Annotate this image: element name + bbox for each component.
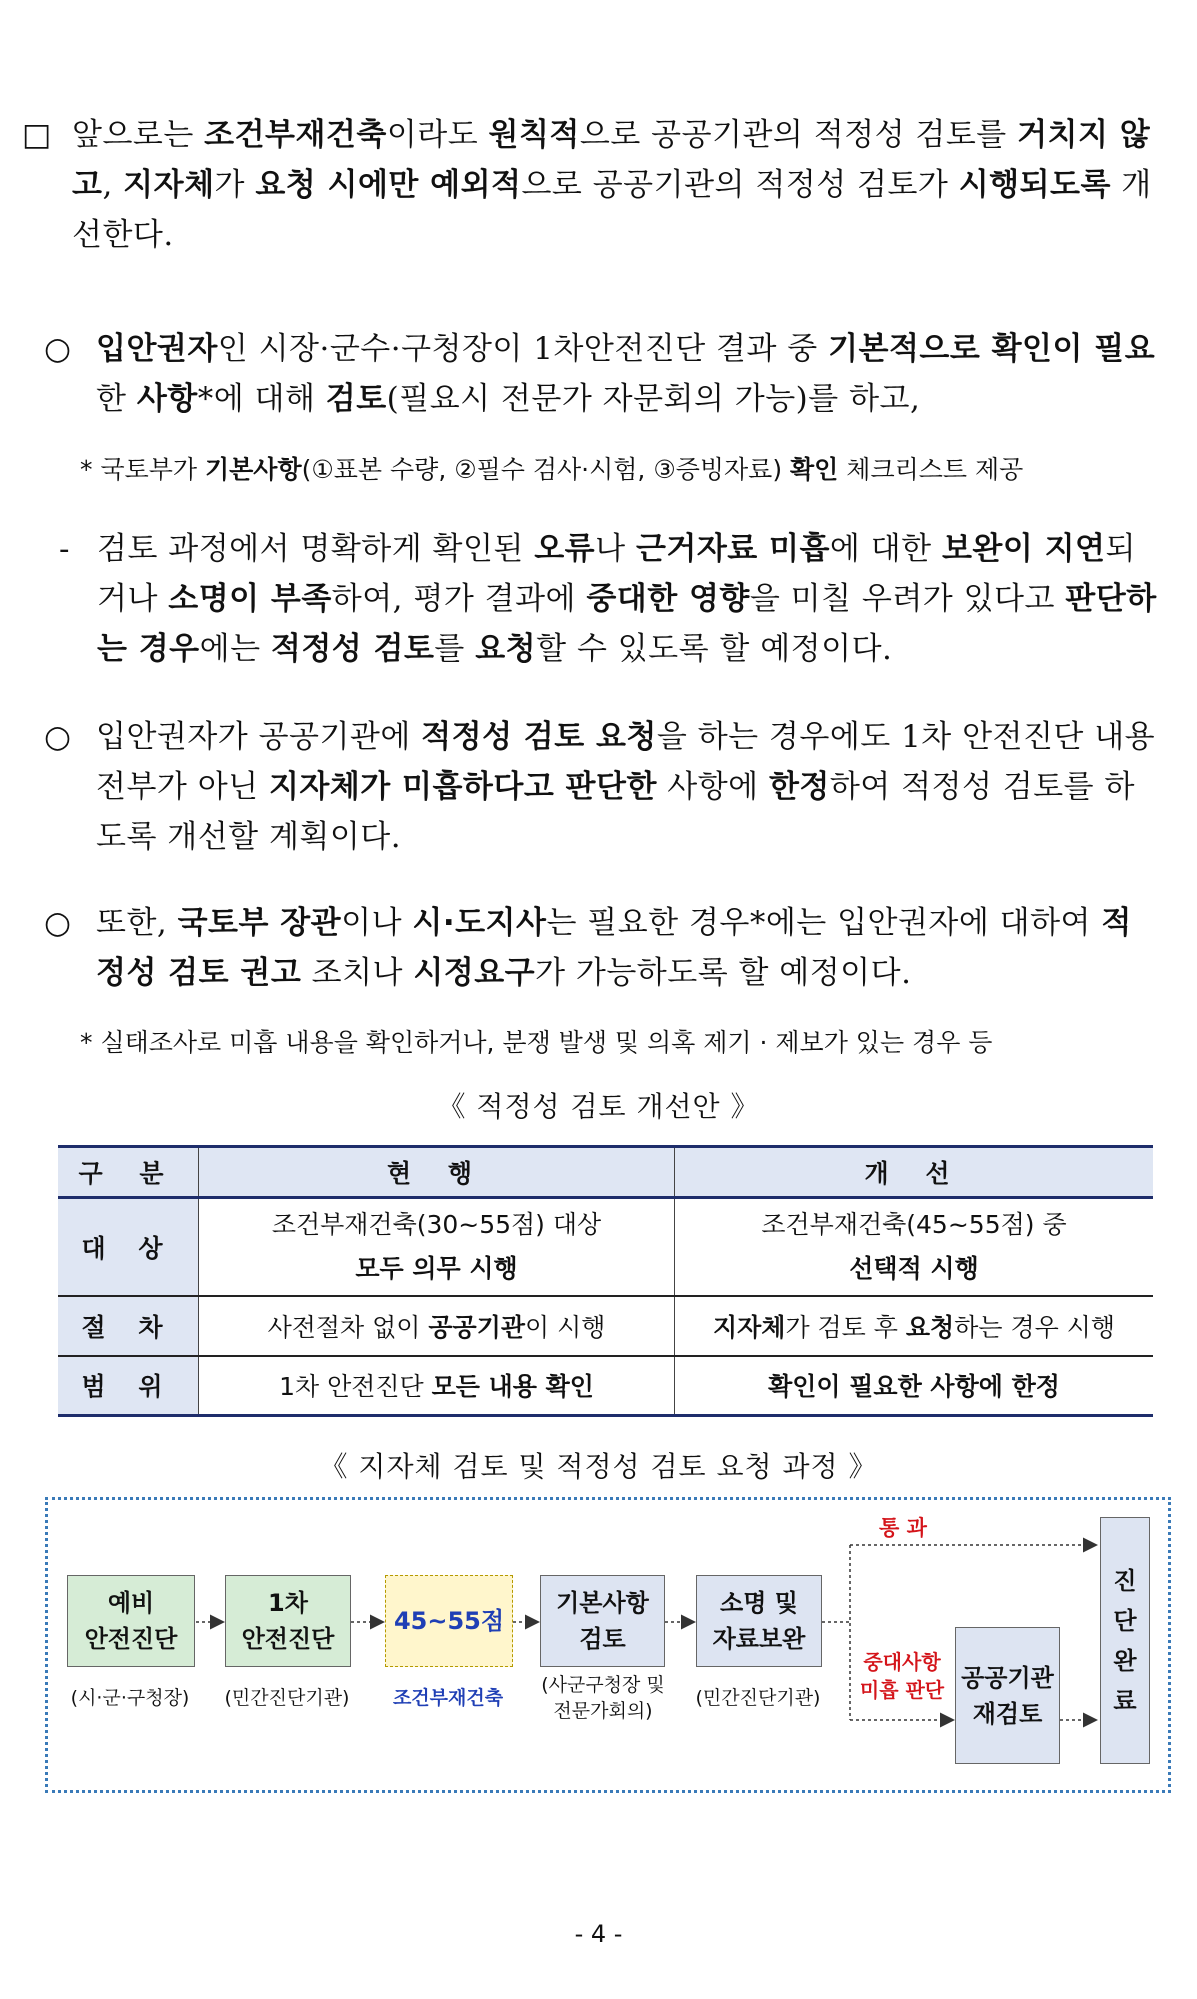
emphasis-text: 거치지 않고: [72, 117, 1151, 203]
text-run: 하여 적정성 검토를 하도록 개선할 계획이다.: [96, 769, 1135, 855]
step-public-review: [955, 1627, 1060, 1764]
emphasis-text: 검토: [325, 381, 387, 417]
box-line: 기본사항: [556, 1589, 649, 1617]
step-diagnosis-complete: [1100, 1517, 1150, 1764]
step-sub-label: (시·군·구청장): [70, 1687, 190, 1709]
cell-line-bold: 선택적 시행: [849, 1253, 979, 1283]
text-run: 사항에: [656, 769, 769, 805]
step-basic-review: [540, 1575, 665, 1667]
cell-line: 조건부재건축(45~55점) 중: [761, 1209, 1067, 1239]
emphasis-text: 기본적으로 확인이 필요: [828, 331, 1156, 367]
emphasis-text: 판단하는 경우: [97, 581, 1157, 667]
emphasis-text: 기본사항: [205, 455, 302, 484]
text-run: 검토 과정에서 명확하게 확인된: [97, 531, 535, 567]
text-run: 조치나: [301, 955, 414, 991]
text-run: 이 시행: [525, 1312, 606, 1342]
text-run: 이라도: [386, 117, 489, 153]
text-run: ,: [102, 167, 124, 203]
text-run: 을 하는 경우에도 1차 안전진단 내용 전부가 아닌: [96, 719, 1156, 805]
emphasis-text: 근거자료 미흡: [635, 531, 830, 567]
emphasis-text: 국토부 장관: [177, 905, 342, 941]
text-run: 이나: [341, 905, 413, 941]
text-run: 1차 안전진단: [279, 1372, 432, 1402]
dash-bullet: -: [59, 531, 70, 567]
step-first-diagnosis: [225, 1575, 351, 1667]
emphasis-text: 적정성 검토: [270, 631, 435, 667]
emphasis-text: 오류: [534, 531, 596, 567]
emphasis-text: 한정: [768, 769, 830, 805]
text-run: 는 필요한 경우*에는 입안권자에 대하여: [546, 905, 1102, 941]
emphasis-text: 입안권자: [96, 331, 218, 367]
text-run: 한: [96, 381, 137, 417]
text-run: 가 가능하도록 할 예정이다.: [535, 955, 912, 991]
text-run: 를: [434, 631, 476, 667]
fail-judgement-label: [852, 1648, 952, 1704]
box-line: 공공기관: [961, 1663, 1054, 1692]
circle-bullet: ○: [44, 905, 72, 941]
square-bullet: □: [22, 117, 52, 153]
box-char: 진: [1113, 1566, 1137, 1595]
emphasis-text: 원칙적: [488, 117, 580, 153]
step-sub-label: (민간진단기관): [695, 1687, 821, 1709]
emphasis-text: 중대한 영향: [586, 581, 750, 617]
circle-bullet: ○: [44, 719, 72, 755]
emphasis-text: 요청: [905, 1312, 955, 1342]
text-run: (①표본 수량, ②필수 검사·시험, ③증빙자료): [301, 455, 791, 484]
text-run: 하는 경우 시행: [954, 1312, 1115, 1342]
emphasis-text: 확인: [790, 455, 839, 484]
emphasis-text: 확인이 필요한 사항에 한정: [768, 1372, 1060, 1402]
emphasis-text: 시행되도록: [958, 167, 1111, 203]
emphasis-text: 보완이 지연: [941, 531, 1106, 567]
box-line: 재검토: [972, 1699, 1043, 1728]
sub-line: 전문가회의): [553, 1700, 653, 1722]
text-run: 인 시장·군수·구청장이 1차안전진단 결과 중: [217, 331, 829, 367]
text-run: 개선한다.: [72, 167, 1152, 253]
box-char: 단: [1113, 1606, 1137, 1635]
emphasis-text: 조건부재건축: [204, 117, 387, 153]
header-current: 현 행: [199, 1147, 675, 1198]
box-line: 소명 및: [720, 1589, 798, 1617]
header-improved: 개 선: [675, 1147, 1154, 1198]
step-sub-label: [528, 1672, 678, 1724]
step-preliminary-diagnosis: [67, 1575, 195, 1667]
label-line: 중대사항: [863, 1650, 941, 1674]
text-run: (필요시 전문가 자문회의 가능)를 하고,: [386, 381, 921, 417]
text-run: 되거나: [97, 531, 1136, 617]
step-score-range: 45~55점: [385, 1575, 513, 1667]
row-label: 범 위: [58, 1356, 199, 1416]
box-line: 검토: [579, 1625, 626, 1653]
flow-caption: 《 지자체 검토 및 적정성 검토 요청 과정 》: [319, 1450, 878, 1483]
emphasis-text: 소명이 부족: [168, 581, 332, 617]
text-run: 할 수 있도록 할 예정이다.: [536, 631, 893, 667]
table-caption: 《 적정성 검토 개선안 》: [437, 1090, 760, 1123]
box-line: 안전진단: [84, 1625, 178, 1653]
text-run: 체크리스트 제공: [838, 455, 1024, 484]
emphasis-text: 지자체가 미흡하다고 판단한: [268, 769, 657, 805]
label-line: 미흡 판단: [859, 1678, 945, 1702]
emphasis-text: 시·도지사: [412, 905, 547, 941]
text-run: 으로 공공기관의 적정성 검토가: [521, 167, 959, 203]
box-char: 완: [1113, 1646, 1137, 1675]
pass-label: 통 과: [879, 1516, 927, 1540]
text-run: 하여, 평가 결과에: [331, 581, 587, 617]
page-number: - 4 -: [574, 1920, 623, 1948]
text-run: 또한,: [96, 905, 178, 941]
text-run: * 실태조사로 미흡 내용을 확인하거나, 분쟁 발생 및 의혹 제기 · 제보가 있는 경우 등: [80, 1028, 993, 1057]
text-run: 앞으로는: [72, 117, 205, 153]
text-run: 에는: [199, 631, 271, 667]
text-run: 입안권자가 공공기관에: [96, 719, 422, 755]
text-run: 가 검토 후: [785, 1312, 906, 1342]
text-run: 에 대한: [829, 531, 942, 567]
emphasis-text: 적정성 검토 권고: [96, 905, 1132, 991]
emphasis-text: 요청 시에만 예외적: [255, 167, 522, 203]
box-line: 자료보완: [712, 1625, 806, 1653]
text-run: * 국토부가: [80, 455, 205, 484]
row-label: 절 차: [58, 1296, 199, 1356]
emphasis-text: 시정요구: [413, 955, 536, 991]
text-run: 사전절차 없이: [267, 1312, 429, 1342]
emphasis-text: 지자체: [712, 1312, 786, 1342]
cell-line-bold: 모두 의무 시행: [355, 1253, 518, 1283]
row-label: 대 상: [58, 1198, 199, 1296]
emphasis-text: 적정성 검토 요청: [421, 719, 657, 755]
box-line: 예비: [107, 1589, 155, 1617]
box-line: 안전진단: [241, 1625, 335, 1653]
step-sub-label: (민간진단기관): [224, 1687, 350, 1709]
sub-line: (사군구청장 및: [541, 1674, 665, 1696]
box-line: 1차: [268, 1589, 308, 1617]
emphasis-text: 공공기관: [428, 1312, 525, 1342]
box-char: 료: [1113, 1686, 1137, 1715]
text-run: *에 대해: [197, 381, 326, 417]
header-category: 구 분: [58, 1147, 199, 1198]
step-sub-label: 조건부재건축: [392, 1687, 504, 1709]
text-run: 나: [595, 531, 636, 567]
cell-line: 조건부재건축(30~55점) 대상: [271, 1209, 602, 1239]
text-run: 을 미칠 우려가 있다고: [749, 581, 1066, 617]
emphasis-text: 사항: [136, 381, 198, 417]
emphasis-text: 지자체: [123, 167, 215, 203]
emphasis-text: 요청: [475, 631, 537, 667]
step-supplement: [696, 1575, 822, 1667]
emphasis-text: 모든 내용 확인: [431, 1372, 594, 1402]
circle-bullet: ○: [44, 331, 72, 367]
text-run: 가: [214, 167, 256, 203]
text-run: 으로 공공기관의 적정성 검토를: [579, 117, 1018, 153]
